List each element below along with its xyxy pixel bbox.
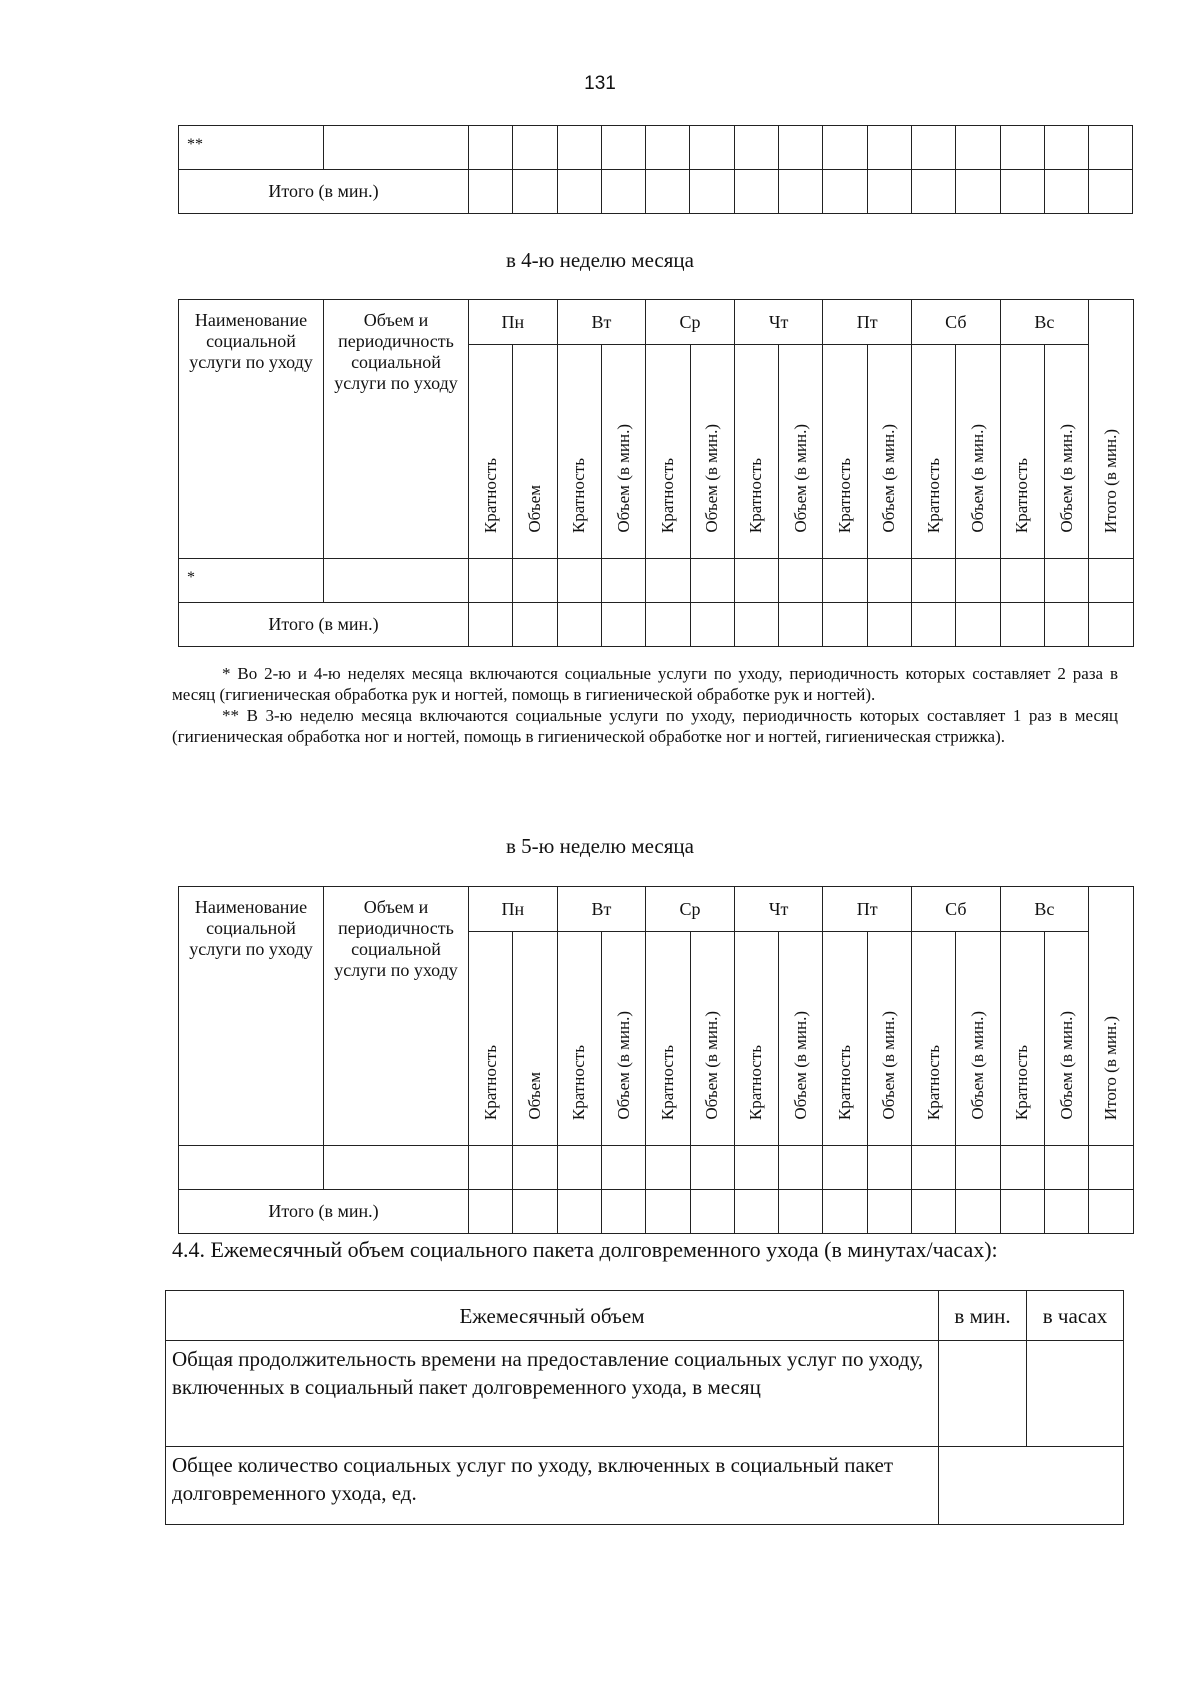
table-cell bbox=[646, 1146, 690, 1190]
day-header: Вс bbox=[1000, 300, 1089, 345]
row-total-duration: Общая продолжительность времени на предоставление социальных услуг по уходу, включенных в социальный пакет долговременного ухода, в месяц bbox=[166, 1341, 939, 1447]
table-cell bbox=[601, 1190, 645, 1234]
sub-column-header bbox=[1000, 345, 1044, 559]
day-header: Пн bbox=[469, 887, 558, 932]
table-cell bbox=[557, 559, 601, 603]
day-header: Чт bbox=[734, 300, 823, 345]
table-cell bbox=[690, 559, 734, 603]
sub-column-label: Кратность bbox=[835, 1044, 855, 1120]
table-header-row bbox=[179, 887, 1134, 932]
sub-column-label: Кратность bbox=[1012, 457, 1032, 533]
table-cell bbox=[469, 1146, 513, 1190]
table-cell bbox=[513, 1146, 557, 1190]
sub-column-label: Объем (в мин.) bbox=[879, 424, 899, 533]
table-cell bbox=[513, 603, 557, 647]
sub-column-header bbox=[734, 932, 778, 1146]
table-cell bbox=[513, 559, 557, 603]
total-label: Итого (в мин.) bbox=[179, 1190, 469, 1234]
sub-column-header bbox=[690, 932, 734, 1146]
sub-column-label: Кратность bbox=[569, 1044, 589, 1120]
row-marker: ** bbox=[179, 126, 324, 170]
table-cell bbox=[557, 1190, 601, 1234]
sub-column-header bbox=[646, 345, 690, 559]
table-cell bbox=[601, 1146, 645, 1190]
table-cell bbox=[779, 1190, 823, 1234]
table-cell bbox=[1089, 1190, 1133, 1234]
table-cell bbox=[1027, 1341, 1124, 1447]
row-marker: * bbox=[179, 559, 324, 603]
sub-column-header bbox=[867, 932, 911, 1146]
col-total-label: Итого (в мин.) bbox=[1100, 428, 1120, 533]
sub-column-label: Кратность bbox=[657, 457, 677, 533]
sub-column-label: Кратность bbox=[657, 1044, 677, 1120]
monthly-volume-table bbox=[165, 1290, 1124, 1525]
sub-column-header bbox=[513, 345, 557, 559]
col-monthly-volume: Ежемесячный объем bbox=[166, 1291, 939, 1341]
sub-column-label: Объем (в мин.) bbox=[613, 1011, 633, 1120]
day-header: Пт bbox=[823, 300, 912, 345]
footnote-week2-4: * Во 2-ю и 4-ю неделях месяца включаются социальные услуги по уходу, периодичность которых составляет 2 раза в месяц (гигиеническая обработка рук и ногтей, помощь в гигиенической обработке рук и ногтей). bbox=[172, 664, 1118, 704]
week3-table-continuation bbox=[178, 125, 1133, 214]
table-row bbox=[179, 126, 1133, 170]
table-cell bbox=[557, 1146, 601, 1190]
sub-column-header bbox=[823, 932, 867, 1146]
table-cell bbox=[734, 1190, 778, 1234]
sub-column-header bbox=[513, 932, 557, 1146]
col-volume-periodicity: Объем и периодичность социальной услуги по уходу bbox=[324, 300, 469, 559]
table-cell bbox=[690, 1146, 734, 1190]
sub-column-label: Объем (в мин.) bbox=[790, 1011, 810, 1120]
sub-column-header bbox=[557, 932, 601, 1146]
sub-column-header bbox=[867, 345, 911, 559]
table-cell bbox=[779, 559, 823, 603]
table-cell bbox=[1044, 559, 1088, 603]
table-cell bbox=[513, 1190, 557, 1234]
table-header-row bbox=[166, 1291, 1124, 1341]
total-label: Итого (в мин.) bbox=[179, 170, 469, 214]
sub-column-label: Кратность bbox=[923, 457, 943, 533]
table-cell bbox=[690, 1190, 734, 1234]
table-cell bbox=[823, 559, 867, 603]
footnote-week3: ** В 3-ю неделю месяца включаются социальные услуги по уходу, периодичность которых составляет 1 раз в месяц (гигиеническая обработка ног и ногтей, помощь в гигиенической обработке ног и ногтей, гигиеническая стрижка). bbox=[172, 706, 1118, 746]
table-cell bbox=[1044, 603, 1088, 647]
table-cell bbox=[601, 603, 645, 647]
table-cell bbox=[324, 1146, 469, 1190]
table-cell bbox=[324, 559, 469, 603]
week5-table bbox=[178, 886, 1134, 1234]
row-total-count: Общее количество социальных услуг по уходу, включенных в социальный пакет долговременного ухода, ед. bbox=[166, 1447, 939, 1525]
sub-column-label: Объем (в мин.) bbox=[790, 424, 810, 533]
sub-column-label: Кратность bbox=[569, 457, 589, 533]
table-cell bbox=[912, 1190, 956, 1234]
col-total bbox=[1089, 887, 1133, 1146]
table-cell bbox=[601, 559, 645, 603]
day-header: Вс bbox=[1000, 887, 1089, 932]
section-4-4-heading: 4.4. Ежемесячный объем социального пакета долговременного ухода (в минутах/часах): bbox=[172, 1237, 998, 1262]
week4-title: в 4-ю неделю месяца bbox=[506, 248, 694, 272]
table-cell bbox=[912, 559, 956, 603]
sub-column-header bbox=[601, 932, 645, 1146]
sub-column-header bbox=[469, 345, 513, 559]
day-header: Вт bbox=[557, 300, 646, 345]
table-row bbox=[166, 1447, 1124, 1525]
sub-column-header bbox=[690, 345, 734, 559]
table-cell bbox=[1089, 559, 1133, 603]
sub-column-label: Объем (в мин.) bbox=[967, 1011, 987, 1120]
col-service-name: Наименование социальной услуги по уходу bbox=[179, 887, 324, 1146]
sub-column-header bbox=[779, 345, 823, 559]
page-number: 131 bbox=[584, 73, 616, 94]
week5-title: в 5-ю неделю месяца bbox=[506, 834, 694, 858]
table-cell bbox=[1044, 1146, 1088, 1190]
sub-column-header bbox=[956, 932, 1000, 1146]
sub-column-header bbox=[646, 932, 690, 1146]
sub-column-header bbox=[469, 932, 513, 1146]
total-row bbox=[179, 603, 1134, 647]
table-cell bbox=[646, 1190, 690, 1234]
table-cell bbox=[779, 1146, 823, 1190]
week4-table bbox=[178, 299, 1134, 647]
sub-column-header bbox=[779, 932, 823, 1146]
footnotes bbox=[172, 663, 1118, 747]
sub-column-label: Кратность bbox=[746, 457, 766, 533]
table-cell bbox=[690, 603, 734, 647]
table-cell bbox=[1000, 1146, 1044, 1190]
table-row bbox=[179, 559, 1134, 603]
table-cell bbox=[956, 603, 1000, 647]
sub-column-header bbox=[734, 345, 778, 559]
table-cell bbox=[823, 603, 867, 647]
day-header: Пн bbox=[469, 300, 558, 345]
sub-column-label: Объем (в мин.) bbox=[1056, 1011, 1076, 1120]
table-cell bbox=[469, 603, 513, 647]
sub-column-header bbox=[912, 932, 956, 1146]
total-row bbox=[179, 170, 1133, 214]
table-cell bbox=[867, 1190, 911, 1234]
table-cell bbox=[1044, 1190, 1088, 1234]
table-cell bbox=[939, 1447, 1124, 1525]
day-header: Сб bbox=[912, 300, 1001, 345]
table-cell bbox=[939, 1341, 1027, 1447]
sub-column-header bbox=[912, 345, 956, 559]
table-cell bbox=[734, 603, 778, 647]
table-cell bbox=[1000, 559, 1044, 603]
sub-column-label: Объем (в мин.) bbox=[967, 424, 987, 533]
sub-column-label: Объем (в мин.) bbox=[613, 424, 633, 533]
table-cell bbox=[734, 1146, 778, 1190]
table-cell bbox=[956, 1146, 1000, 1190]
sub-column-header bbox=[557, 345, 601, 559]
day-header: Ср bbox=[646, 300, 735, 345]
day-header: Вт bbox=[557, 887, 646, 932]
sub-column-header bbox=[1044, 932, 1088, 1146]
sub-column-label: Кратность bbox=[480, 1044, 500, 1120]
sub-column-label: Кратность bbox=[1012, 1044, 1032, 1120]
sub-column-header bbox=[956, 345, 1000, 559]
sub-column-label: Кратность bbox=[923, 1044, 943, 1120]
day-header: Сб bbox=[912, 887, 1001, 932]
table-cell bbox=[1000, 603, 1044, 647]
day-header: Пт bbox=[823, 887, 912, 932]
sub-column-label: Кратность bbox=[746, 1044, 766, 1120]
table-cell bbox=[779, 603, 823, 647]
table-cell bbox=[956, 1190, 1000, 1234]
sub-column-label: Объем (в мин.) bbox=[702, 1011, 722, 1120]
table-cell bbox=[867, 1146, 911, 1190]
sub-column-label: Объем bbox=[524, 1072, 544, 1120]
sub-column-label: Кратность bbox=[835, 457, 855, 533]
table-row bbox=[166, 1341, 1124, 1447]
table-cell bbox=[1000, 1190, 1044, 1234]
table-row bbox=[179, 1146, 1134, 1190]
sub-column-label: Кратность bbox=[480, 457, 500, 533]
table-cell bbox=[867, 603, 911, 647]
table-cell bbox=[324, 126, 469, 170]
total-label: Итого (в мин.) bbox=[179, 603, 469, 647]
table-cell bbox=[646, 603, 690, 647]
table-header-row bbox=[179, 300, 1134, 345]
row-marker bbox=[179, 1146, 324, 1190]
sub-column-header bbox=[601, 345, 645, 559]
table-cell bbox=[469, 559, 513, 603]
table-cell bbox=[1089, 1146, 1133, 1190]
sub-column-label: Объем bbox=[524, 485, 544, 533]
col-hours: в часах bbox=[1027, 1291, 1124, 1341]
table-cell bbox=[867, 559, 911, 603]
table-cell bbox=[557, 603, 601, 647]
table-cell bbox=[646, 559, 690, 603]
col-volume-periodicity: Объем и периодичность социальной услуги по уходу bbox=[324, 887, 469, 1146]
table-cell bbox=[912, 1146, 956, 1190]
sub-column-header bbox=[1000, 932, 1044, 1146]
table-cell bbox=[823, 1190, 867, 1234]
col-total bbox=[1089, 300, 1133, 559]
sub-column-label: Объем (в мин.) bbox=[1056, 424, 1076, 533]
sub-column-header bbox=[1044, 345, 1088, 559]
col-minutes: в мин. bbox=[939, 1291, 1027, 1341]
table-cell bbox=[956, 559, 1000, 603]
day-header: Чт bbox=[734, 887, 823, 932]
col-service-name: Наименование социальной услуги по уходу bbox=[179, 300, 324, 559]
total-row bbox=[179, 1190, 1134, 1234]
table-cell bbox=[734, 559, 778, 603]
table-cell bbox=[912, 603, 956, 647]
table-cell bbox=[823, 1146, 867, 1190]
sub-column-label: Объем (в мин.) bbox=[879, 1011, 899, 1120]
table-cell bbox=[1089, 603, 1133, 647]
sub-column-header bbox=[823, 345, 867, 559]
sub-column-label: Объем (в мин.) bbox=[702, 424, 722, 533]
day-header: Ср bbox=[646, 887, 735, 932]
col-total-label: Итого (в мин.) bbox=[1100, 1015, 1120, 1120]
table-cell bbox=[469, 1190, 513, 1234]
